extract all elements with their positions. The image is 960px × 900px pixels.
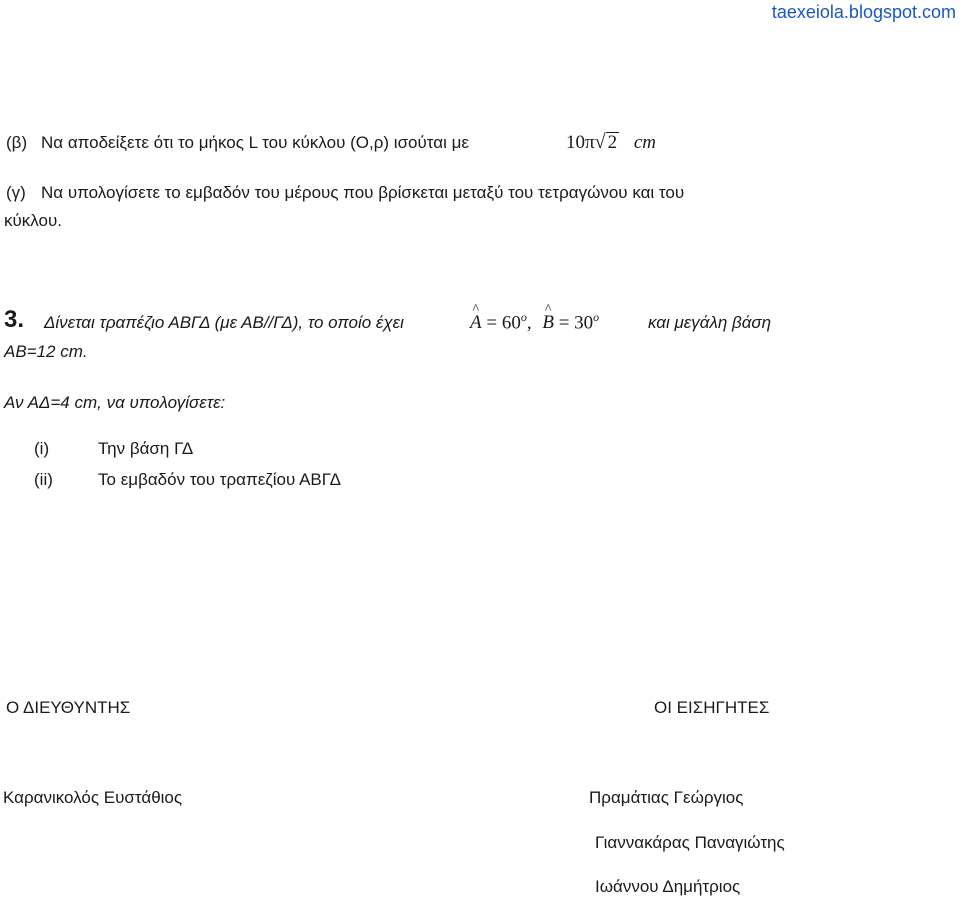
math-coefficient: 10π <box>566 132 595 153</box>
part-c-line1: Να υπολογίσετε το εμβαδόν του μέρους που βρίσκεται μεταξύ του τετραγώνου και του <box>41 183 685 202</box>
angle-b-symbol: ^ B <box>542 312 554 334</box>
part-b-math <box>566 131 656 154</box>
angle-b-value: = 30 <box>558 312 594 334</box>
problem-intro: Δίνεται τραπέζιο ΑΒΓΔ (με ΑΒ//ΓΔ), το οποίο έχει <box>44 313 404 332</box>
problem-number: 3. <box>4 306 25 333</box>
part-b-text: Να αποδείξετε ότι το μήκος L του κύκλου (Ο,ρ) ισούται με <box>41 133 469 152</box>
math-radicand: 2 <box>607 132 618 153</box>
item-text: Την βάση ΓΔ <box>98 439 194 458</box>
sqrt-symbol-icon: √ <box>594 131 606 153</box>
item-label: (i) <box>34 439 50 458</box>
angle-a-symbol: ^ A <box>470 312 482 334</box>
site-url: taexeiola.blogspot.com <box>771 2 956 22</box>
proposer-name: Ιωάννου Δημήτριος <box>595 877 741 896</box>
angle-a-value: = 60 <box>486 312 521 334</box>
math-unit: cm <box>633 132 656 153</box>
item-text: Το εμβαδόν του τραπεζίου ΑΒΓΔ <box>98 470 341 489</box>
degree-b: o <box>593 310 600 324</box>
problem-intro-tail: και μεγάλη βάση <box>648 313 772 332</box>
degree-a: o <box>520 310 527 324</box>
proposer-name: Πραμάτιας Γεώργιος <box>589 788 744 807</box>
problem-given: Αν ΑΔ=4 cm, να υπολογίσετε: <box>4 393 226 412</box>
problem-line2: ΑΒ=12 cm. <box>4 342 88 361</box>
director-title: Ο ΔΙΕΥΘΥΝΤΗΣ <box>6 698 131 717</box>
part-c-label: (γ) <box>6 183 26 202</box>
director-name: Καρανικολός Ευστάθιος <box>3 788 183 807</box>
part-b-label: (β) <box>6 133 28 152</box>
proposer-name: Γιαννακάρας Παναγιώτης <box>595 833 785 852</box>
angle-separator: , <box>526 312 532 334</box>
proposers-title: ΟΙ ΕΙΣΗΓΗΤΕΣ <box>654 698 770 717</box>
part-c-line2: κύκλου. <box>4 211 63 230</box>
item-label: (ii) <box>34 470 53 489</box>
angle-expression <box>470 310 599 334</box>
